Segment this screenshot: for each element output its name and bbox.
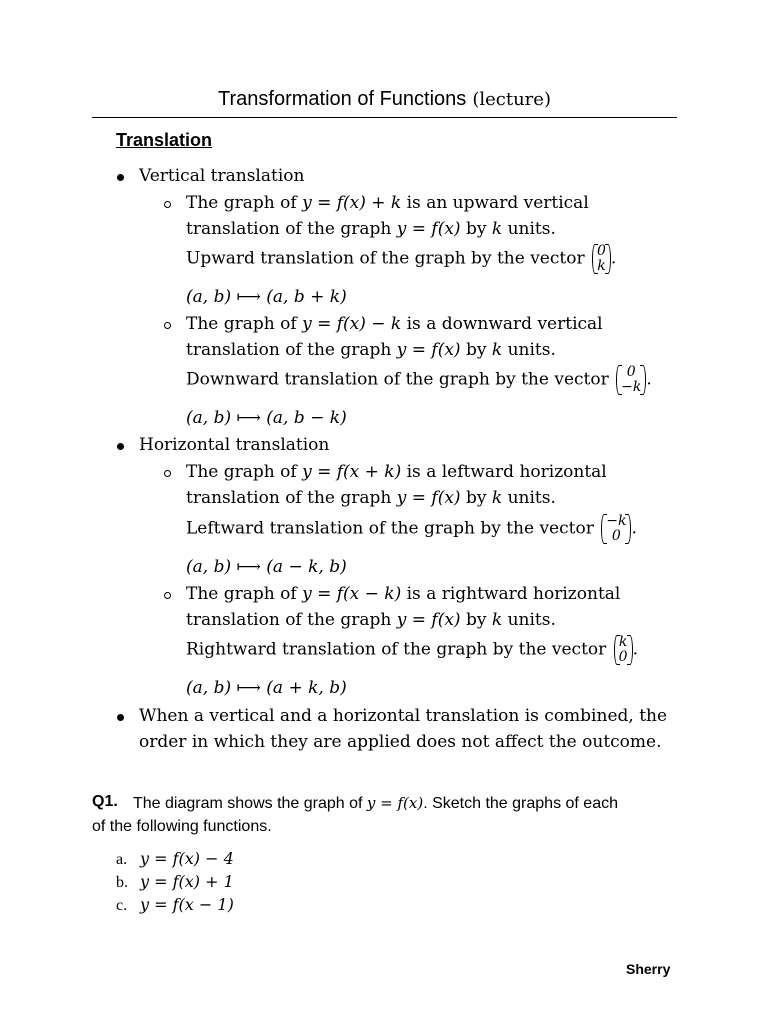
horizontal-left-line-1: The graph of y = f(x + k) is a leftward horizontal (186, 462, 607, 482)
horizontal-left-mapping: (a, b) ⟼ (a − k, b) (186, 557, 347, 577)
circle-bullet-icon (164, 592, 171, 599)
vector-up: 0 k (592, 244, 611, 274)
question-item-c: c. y = f(x − 1) (116, 895, 234, 914)
horizontal-label: Horizontal translation (139, 435, 330, 455)
circle-bullet-icon (164, 201, 171, 208)
vector-down: 0 −k (616, 365, 646, 395)
vertical-down-line-2: translation of the graph y = f(x) by k units. (186, 340, 556, 360)
vertical-down-line-3: Downward translation of the graph by the vector 0 −k . (186, 364, 652, 395)
question-label: Q1. (92, 793, 118, 810)
circle-bullet-icon (164, 470, 171, 477)
horizontal-left-line-2: translation of the graph y = f(x) by k units. (186, 488, 556, 508)
title-rule (92, 117, 677, 118)
horizontal-right-line-1: The graph of y = f(x − k) is a rightward horizontal (186, 584, 621, 604)
title-sub: (lecture) (472, 89, 551, 110)
section-heading: Translation (116, 130, 213, 150)
question-item-a: a. y = f(x) − 4 (116, 849, 234, 868)
question-line-2: of the following functions. (92, 818, 272, 835)
vector-right: k 0 (614, 635, 633, 665)
vertical-up-line-3: Upward translation of the graph by the vector 0 k . (186, 243, 617, 274)
vertical-up-mapping: (a, b) ⟼ (a, b + k) (186, 287, 347, 307)
bullet-icon (117, 174, 124, 181)
bullet-icon (117, 443, 124, 450)
horizontal-right-line-3: Rightward translation of the graph by the vector k 0 . (186, 634, 638, 665)
vertical-up-line-1: The graph of y = f(x) + k is an upward vertical (186, 193, 589, 213)
circle-bullet-icon (164, 322, 171, 329)
author-footer: Sherry (626, 961, 671, 977)
vertical-label: Vertical translation (139, 166, 305, 186)
vertical-up-line-2: translation of the graph y = f(x) by k units. (186, 219, 556, 239)
bullet-icon (117, 714, 124, 721)
vertical-down-line-1: The graph of y = f(x) − k is a downward vertical (186, 314, 603, 334)
title-main: Transformation of Functions (218, 88, 467, 110)
horizontal-right-line-2: translation of the graph y = f(x) by k units. (186, 610, 556, 630)
page-title (92, 88, 677, 111)
horizontal-right-mapping: (a, b) ⟼ (a + k, b) (186, 678, 347, 698)
vertical-down-mapping: (a, b) ⟼ (a, b − k) (186, 408, 347, 428)
combined-line-1: When a vertical and a horizontal translation is combined, the (139, 706, 668, 726)
question-line-1: The diagram shows the graph of y = f(x). Sketch the graphs of each (133, 794, 618, 812)
combined-line-2: order in which they are applied does not affect the outcome. (139, 732, 662, 752)
vector-left: −k 0 (601, 514, 631, 544)
horizontal-left-line-3: Leftward translation of the graph by the vector −k 0 . (186, 513, 637, 544)
question-item-b: b. y = f(x) + 1 (116, 872, 234, 891)
